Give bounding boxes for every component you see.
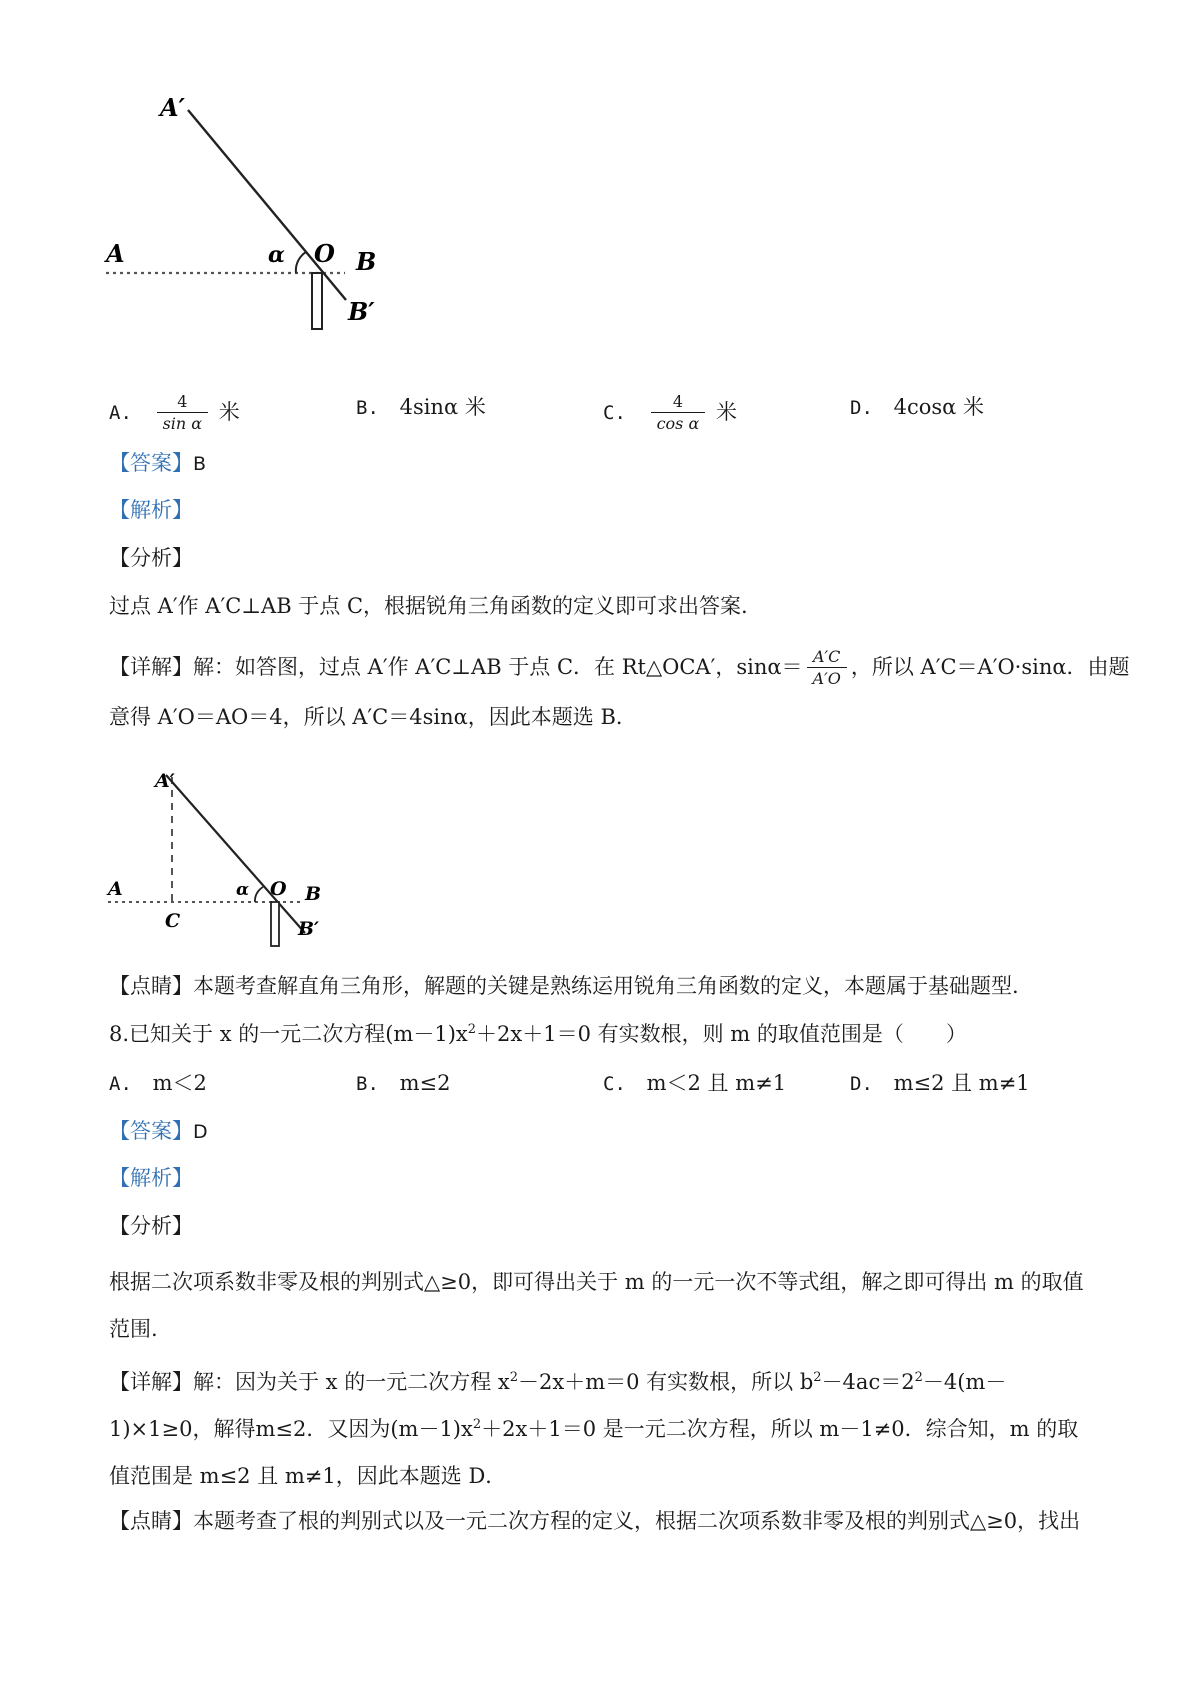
q8-answer bbox=[109, 1116, 208, 1147]
detail-text: m≤2．又因为(m－1)x bbox=[255, 1417, 473, 1441]
dianjing-text: 本题考查了根的判别式以及一元二次方程的定义，根据二次项系数非零及根的判别式△≥0，找出 bbox=[193, 1509, 1081, 1533]
superscript: 2 bbox=[914, 1370, 923, 1385]
detail-text: 因此本题选 D． bbox=[356, 1464, 507, 1488]
pole-line bbox=[166, 775, 305, 933]
fraction bbox=[651, 392, 706, 435]
alpha-arc bbox=[296, 252, 306, 273]
label-a: A bbox=[108, 878, 123, 900]
detail-text: ，所以 A′C＝A′O·sinα．由题 bbox=[850, 655, 1130, 679]
post-rect bbox=[271, 902, 279, 946]
label-a-prime: A′ bbox=[155, 770, 175, 792]
option-text: m＜2 bbox=[152, 1071, 207, 1095]
q8-dianjing bbox=[109, 1506, 1080, 1536]
option-letter: C. bbox=[603, 1073, 626, 1095]
label-alpha: α bbox=[268, 242, 285, 268]
detail-text: 解：因为关于 x 的一元二次方程 x bbox=[193, 1370, 510, 1394]
label-b-prime: B′ bbox=[348, 297, 375, 326]
post-rect bbox=[312, 273, 322, 329]
label-a-prime: A′ bbox=[160, 93, 185, 122]
detail-text: －4ac＝2 bbox=[821, 1370, 915, 1394]
q7-option-d bbox=[850, 392, 984, 423]
fraction-denominator: A′O bbox=[812, 669, 841, 688]
q7-detail-line-2: 意得 A′O＝AO＝4，所以 A′C＝4sinα，因此本题选 B． bbox=[109, 705, 637, 729]
label-c: C bbox=[165, 910, 181, 932]
label-alpha: α bbox=[236, 880, 250, 900]
q7-dianjing bbox=[109, 971, 1019, 1001]
q7-detail-line-1 bbox=[109, 647, 1130, 690]
detail-text: －4(m－1)×1≥0，解得 bbox=[109, 1370, 1007, 1441]
superscript: 2 bbox=[509, 1370, 518, 1385]
stem-text: ＋2x＋1＝0 有实数根，则 m 的取值范围是（ ） bbox=[476, 1022, 967, 1046]
q8-option-c bbox=[603, 1068, 786, 1099]
dianjing-tag: 【点睛】 bbox=[109, 1509, 193, 1533]
fraction bbox=[807, 647, 847, 690]
q7-answer bbox=[109, 448, 206, 479]
option-letter: B. bbox=[356, 1073, 379, 1095]
q7-fenxi-text: 过点 A′作 A′C⊥AB 于点 C，根据锐角三角函数的定义即可求出答案. bbox=[109, 594, 748, 618]
q8-option-d bbox=[850, 1068, 1030, 1099]
label-b: B bbox=[305, 883, 322, 905]
unit: 米 bbox=[715, 400, 737, 424]
fraction-numerator: 4 bbox=[651, 392, 706, 413]
label-o: O bbox=[270, 878, 287, 900]
option-text: 4cosα 米 bbox=[893, 395, 984, 419]
label-b: B bbox=[356, 247, 377, 276]
q8-option-b bbox=[356, 1068, 450, 1099]
label-b-prime: B′ bbox=[298, 918, 320, 940]
alpha-arc bbox=[255, 887, 263, 902]
fraction bbox=[157, 392, 209, 435]
answer-tag: 【答案】 bbox=[109, 451, 193, 475]
q7-option-a bbox=[109, 392, 240, 435]
dianjing-text: 本题考查解直角三角形，解题的关键是熟练运用锐角三角函数的定义，本题属于基础题型. bbox=[193, 974, 1019, 998]
option-letter: A. bbox=[109, 402, 132, 424]
q7-option-b bbox=[356, 392, 486, 423]
detail-text: 解：如答图，过点 A′作 A′C⊥AB 于点 C．在 Rt△OCA′，sinα＝ bbox=[193, 655, 803, 679]
superscript: 2 bbox=[467, 1022, 477, 1037]
superscript: 2 bbox=[813, 1370, 822, 1385]
option-letter: C. bbox=[603, 402, 626, 424]
stem-text: 8.已知关于 x 的一元二次方程(m－1)x bbox=[109, 1022, 468, 1046]
figure-2-diagram bbox=[100, 755, 340, 955]
answer-value: B bbox=[193, 453, 207, 475]
answer-value: D bbox=[193, 1121, 208, 1143]
q8-option-a bbox=[109, 1068, 207, 1099]
q8-detail bbox=[109, 1359, 1099, 1500]
q8-stem bbox=[109, 1019, 967, 1049]
q8-fenxi-text: 根据二次项系数非零及根的判别式△≥0，即可得出关于 m 的一元一次不等式组，解之即可得出 m 的取值范围. bbox=[109, 1270, 1084, 1341]
q7-option-c bbox=[603, 392, 737, 435]
option-letter: A. bbox=[109, 1073, 132, 1095]
detail-tag: 【详解】 bbox=[109, 1370, 193, 1394]
fraction-numerator: A′C bbox=[807, 647, 847, 668]
fraction-denominator: sin α bbox=[162, 414, 203, 433]
q7-jiexi-tag: 【解析】 bbox=[109, 498, 193, 522]
detail-tag: 【详解】 bbox=[109, 655, 193, 679]
option-letter: D. bbox=[850, 397, 873, 419]
option-text: 4sinα 米 bbox=[399, 395, 486, 419]
q8-fenxi-tag: 【分析】 bbox=[109, 1214, 193, 1238]
q7-fenxi-tag: 【分析】 bbox=[109, 546, 193, 570]
superscript: 2 bbox=[472, 1417, 482, 1432]
option-text: m≤2 且 m≠1 bbox=[893, 1071, 1030, 1095]
unit: 米 bbox=[218, 400, 240, 424]
option-text: m≤2 bbox=[399, 1071, 451, 1095]
figure-1-diagram bbox=[100, 90, 400, 350]
option-letter: D. bbox=[850, 1073, 873, 1095]
answer-tag: 【答案】 bbox=[109, 1119, 193, 1143]
dianjing-tag: 【点睛】 bbox=[109, 974, 193, 998]
fraction-denominator: cos α bbox=[656, 414, 700, 433]
option-text: m＜2 且 m≠1 bbox=[646, 1071, 787, 1095]
option-letter: B. bbox=[356, 397, 379, 419]
pole-line bbox=[188, 110, 346, 300]
label-a: A bbox=[106, 239, 125, 268]
detail-text: －2x＋m＝0 有实数根，所以 b bbox=[518, 1370, 814, 1394]
label-o: O bbox=[314, 239, 335, 268]
q8-jiexi-tag: 【解析】 bbox=[109, 1166, 193, 1190]
fraction-numerator: 4 bbox=[157, 392, 209, 413]
detail-text: ＋2x＋1＝0 是一元二次方程，所以 m－1≠0．综合知，m 的取值范围是 m≤2 且 m≠1， bbox=[109, 1417, 1079, 1488]
